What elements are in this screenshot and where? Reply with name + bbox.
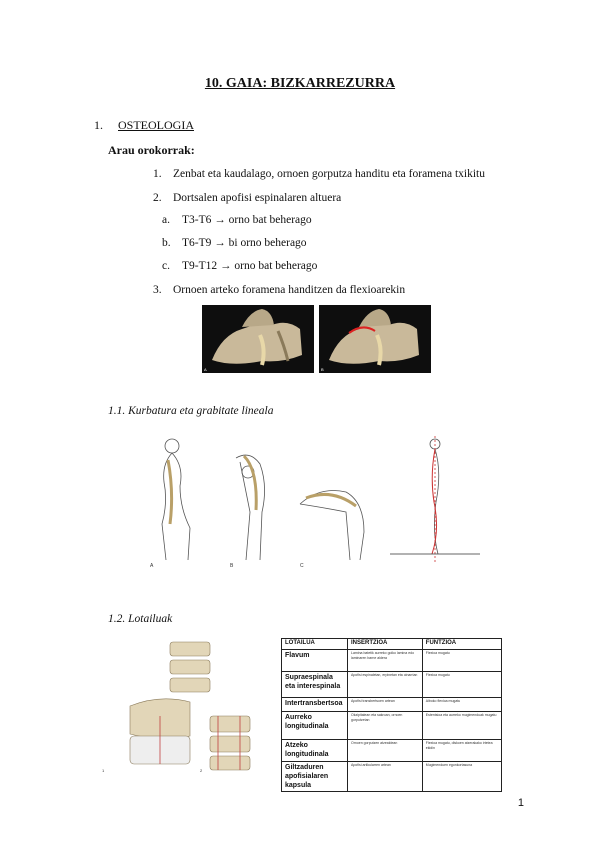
page-title: 10. GAIA: BIZKARREZURRA — [204, 76, 396, 91]
vertebra-illustration — [202, 305, 314, 373]
vertebra-illustration — [319, 305, 431, 373]
subrule-letter: c. — [162, 260, 170, 272]
figure-label: B — [321, 367, 324, 372]
ligament-function: Flexioa mugatu — [422, 650, 501, 672]
figure-label: A — [150, 563, 154, 569]
subsection-heading: 1.1. Kurbatura eta grabitate lineala — [108, 405, 274, 417]
ligament-function: Flexioa mugatu — [422, 672, 501, 698]
ligament-name: Aurreko longitudinala — [282, 712, 348, 740]
rule-number: 3. — [153, 284, 162, 296]
figure-label: A — [204, 367, 207, 372]
table-row — [282, 672, 502, 698]
column-header: INSERTZIOA — [348, 639, 423, 650]
subrule-letter: b. — [162, 237, 171, 249]
rule-text: Dortsalen apofisi espinalaren altuera — [173, 192, 342, 204]
ligament-function: Flexioa mugatu, diskoen atzerakako irtetea ekidin — [422, 740, 501, 762]
rule-number: 1. — [153, 168, 162, 180]
vertebrae-photo-a — [202, 305, 314, 373]
table-row — [282, 740, 502, 762]
ligament-function: Alboko flexioa mugatu — [422, 698, 501, 712]
table-row — [282, 698, 502, 712]
ligament-name: Supraespinala eta interespinala — [282, 672, 348, 698]
subrule-letter: a. — [162, 214, 170, 226]
figure-label: 2 — [200, 768, 203, 773]
rules-heading: Arau orokorrak: — [108, 143, 195, 157]
column-header: FUNTZIOA — [422, 639, 501, 650]
ligament-name: Atzeko longitudinala — [282, 740, 348, 762]
subrule-text: T9-T12 → orno bat beherago — [182, 260, 318, 272]
subrule-text: T3-T6 → orno bat beherago — [182, 214, 312, 226]
ligament-name: Intertransbertsoa — [282, 698, 348, 712]
ligament-function: Estentsioa eta aurreko mugimenduak mugatu — [422, 712, 501, 740]
ligament-insertion: Apofisi artikularren artean — [348, 762, 423, 792]
figure-label: C — [300, 563, 304, 569]
ligament-function: Mugimenduen egonkortasuna — [422, 762, 501, 792]
figure-label: B — [230, 563, 234, 569]
rule-text: Ornoen arteko foramena handitzen da flexioarekin — [173, 284, 406, 296]
spinal-curvature-figure — [150, 432, 480, 572]
section-number: 1. — [94, 118, 103, 132]
section-label: OSTEOLOGIA — [118, 118, 194, 132]
table-row — [282, 762, 502, 792]
ligament-name: Flavum — [282, 650, 348, 672]
subsection-heading: 1.2. Lotailuak — [108, 613, 173, 625]
rule-number: 2. — [153, 192, 162, 204]
page-number: 1 — [517, 797, 524, 809]
vertebrae-photo-b — [319, 305, 431, 373]
table-header-row — [282, 639, 502, 650]
ligaments-figure — [100, 636, 275, 776]
figure-label: 1 — [102, 768, 105, 773]
rule-text: Zenbat eta kaudalago, ornoen gorputza handitu eta foramena txikitu — [173, 168, 485, 180]
ligament-insertion: Okzipitalean eta sakroan, ornoen gorputzetan — [348, 712, 423, 740]
ligament-insertion: Apofisi transbertsoen artean — [348, 698, 423, 712]
table-row — [282, 650, 502, 672]
subrule-text: T6-T9 → bi orno beherago — [182, 237, 307, 249]
ligaments-table — [281, 638, 502, 792]
section-heading — [94, 118, 194, 133]
column-header: LOTAILUA — [282, 639, 348, 650]
table-row — [282, 712, 502, 740]
ligament-insertion: Apofisi espinaletan, erpinetan eta oinarrian — [348, 672, 423, 698]
ligament-insertion: Ornoen gorputzen atzealdean — [348, 740, 423, 762]
ligament-insertion: Lamina batetik aurreko goiko lamina edo laminaren barne aldera — [348, 650, 423, 672]
ligament-name: Giltzaduren apofisialaren kapsula — [282, 762, 348, 792]
